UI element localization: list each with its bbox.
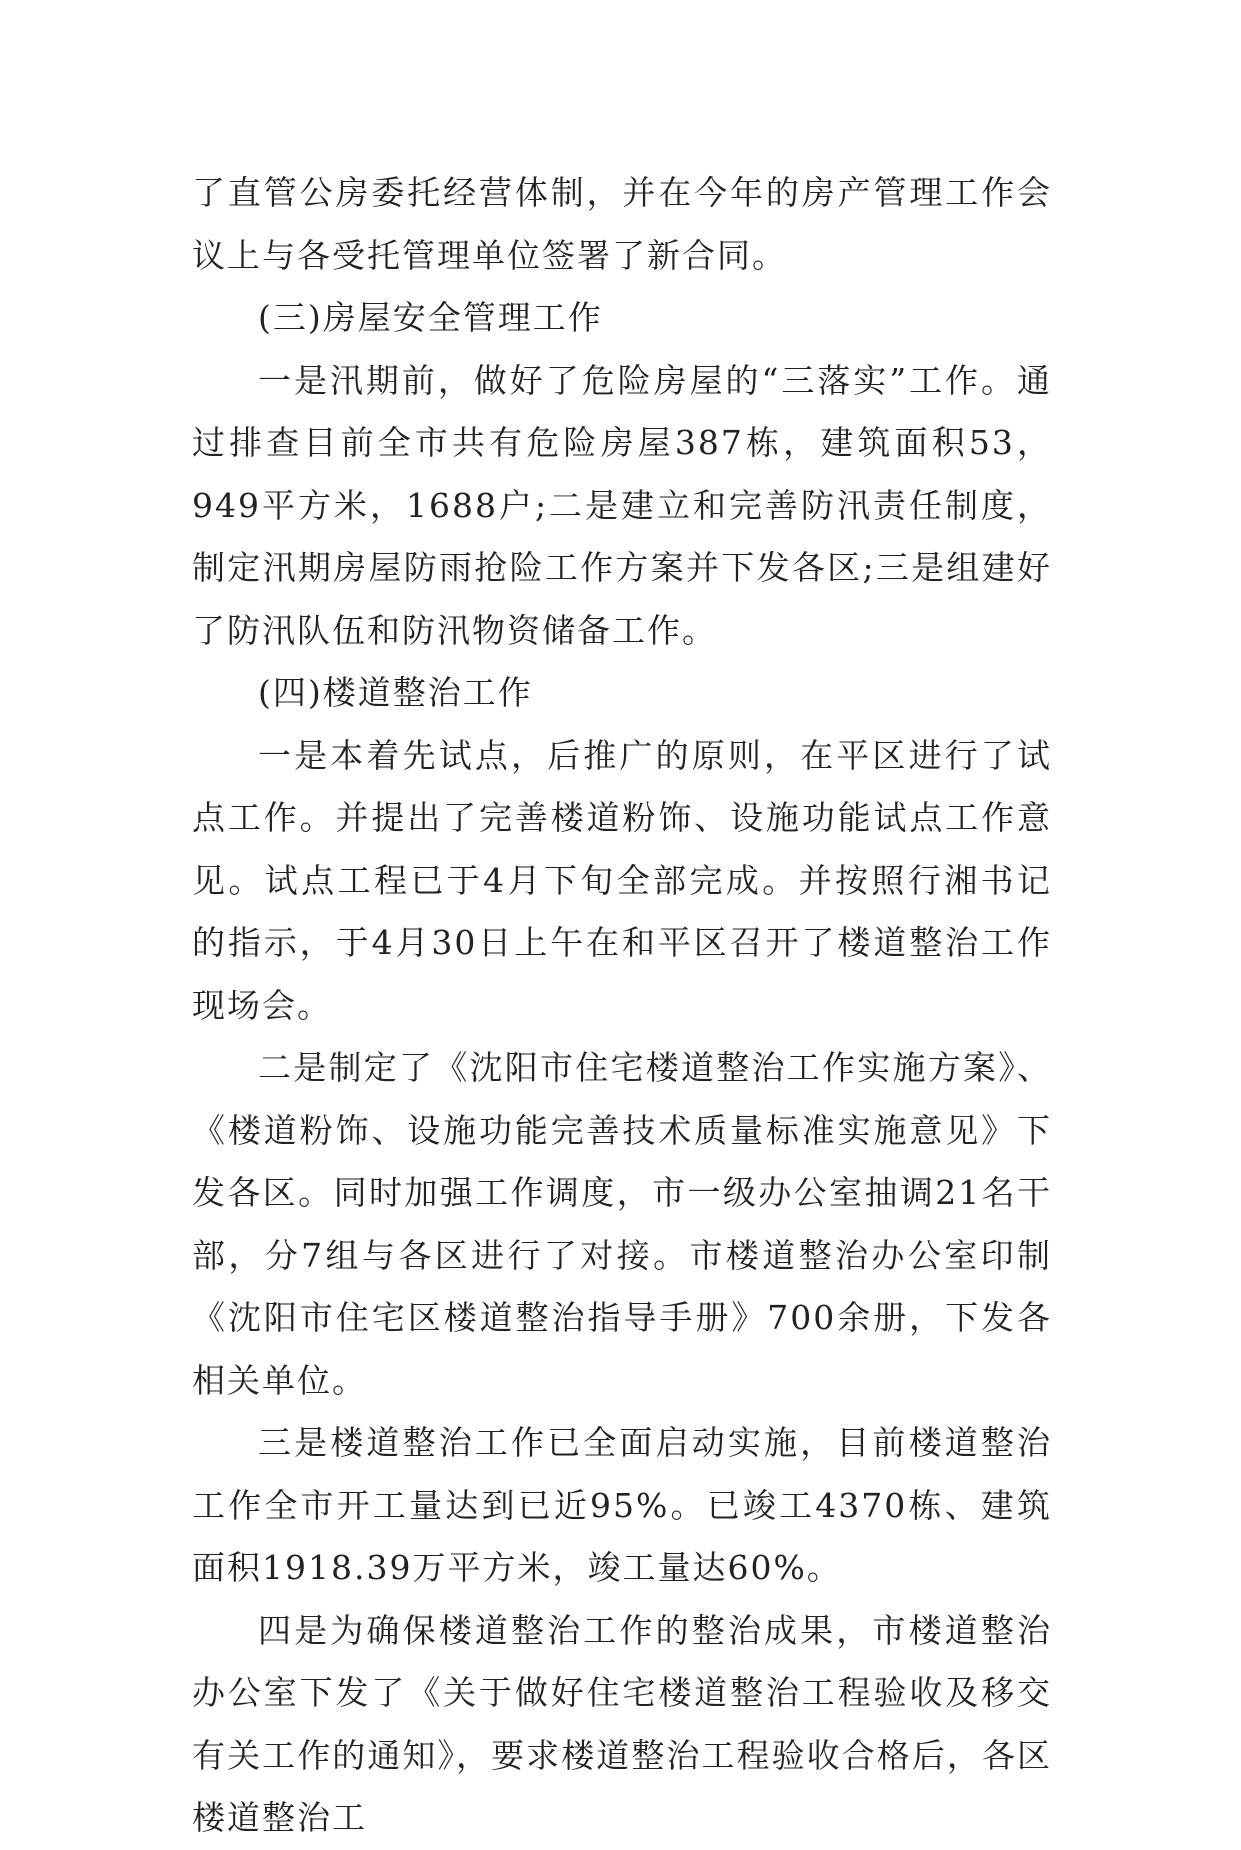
paragraph-implementation-plan: 二是制定了《沈阳市住宅楼道整治工作实施方案》、《楼道粉饰、设施功能完善技术质量标准实施意见》下发各区。同时加强工作调度，市一级办公室抽调21名干部，分7组与各区进行了对接。市楼道整治办公室印制《沈阳市住宅区楼道整治指导手册》700余册，下发各相关单位。	[192, 1048, 1052, 1400]
paragraph-pilot-work: 一是本着先试点，后推广的原则，在平区进行了试点工作。并提出了完善楼道粉饰、设施功能试点工作意见。试点工程已于4月下旬全部完成。并按照行湘书记的指示，于4月30日上午在和平区召开了楼道整治工作现场会。	[192, 735, 1052, 1025]
paragraph-flood-prevention: 一是汛期前，做好了危险房屋的“三落实”工作。通过排查目前全市共有危险房屋387栋，建筑面积53，949平方米，1688户;二是建立和完善防汛责任制度，制定汛期房屋防雨抢险工作方案并下发各区;三是组建好了防汛队伍和防汛物资储备工作。	[192, 360, 1052, 650]
paragraph-acceptance: 四是为确保楼道整治工作的整治成果，市楼道整治办公室下发了《关于做好住宅楼道整治工程验收及移交有关工作的通知》，要求楼道整治工程验收合格后，各区楼道整治工	[192, 1610, 1052, 1837]
section-heading-corridor-renovation: (四)楼道整治工作	[258, 673, 533, 712]
paragraph-continued: 了直管公房委托经营体制，并在今年的房产管理工作会议上与各受托管理单位签署了新合同。	[192, 173, 1052, 275]
document-body	[192, 162, 1052, 1850]
paragraph-progress: 三是楼道整治工作已全面启动实施，目前楼道整治工作全市开工量达到已近95%。已竣工4370栋、建筑面积1918.39万平方米，竣工量达60%。	[192, 1423, 1052, 1587]
section-heading-housing-safety: (三)房屋安全管理工作	[258, 298, 603, 337]
